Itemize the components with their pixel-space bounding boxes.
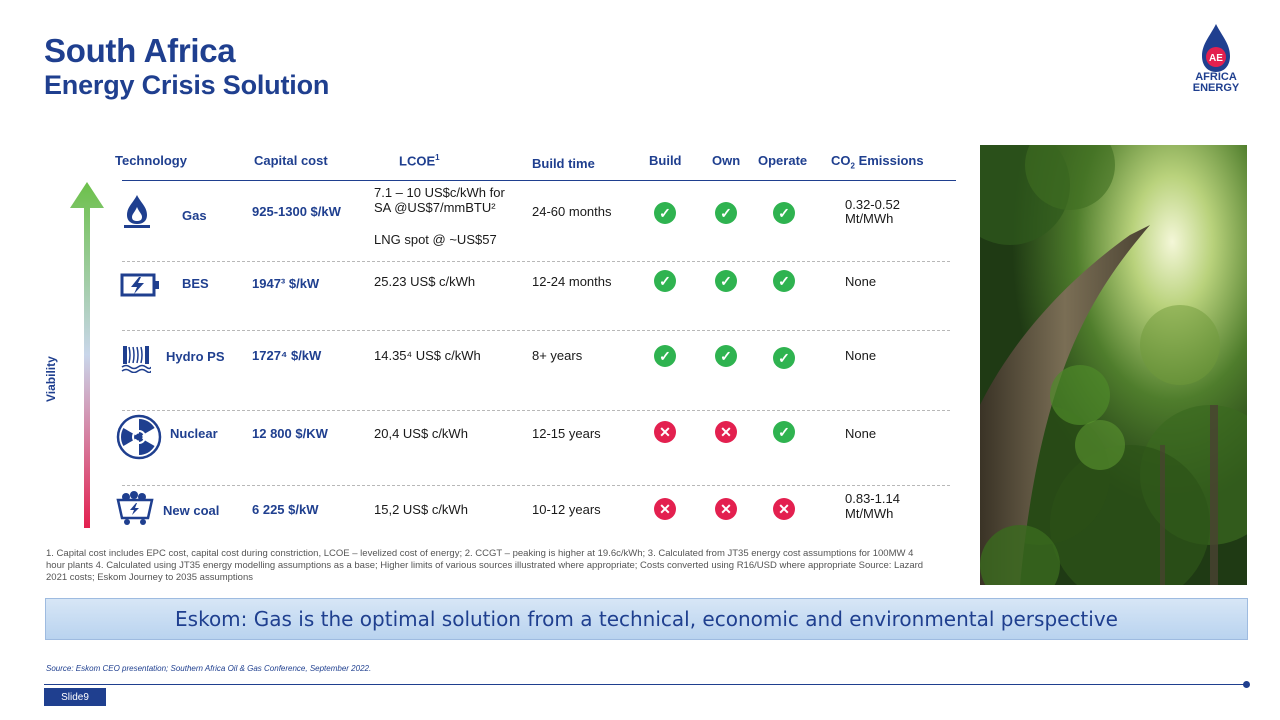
capital-cost: 925-1300 $/kW	[252, 204, 341, 219]
col-header-technology: Technology	[115, 153, 187, 168]
coal-cart-icon	[116, 490, 154, 526]
check-icon: ✓	[773, 421, 795, 443]
slide-number: Slide9	[44, 688, 106, 706]
co2-line-1: 0.32-0.52	[845, 197, 900, 212]
col-header-operate: Operate	[758, 153, 808, 168]
tech-name: BES	[182, 276, 209, 291]
header-divider	[122, 180, 956, 181]
tech-name: Nuclear	[170, 426, 218, 441]
co2-line-2: Mt/MWh	[845, 211, 894, 226]
col-header-build-time: Build time	[532, 156, 595, 171]
check-icon: ✓	[654, 270, 676, 292]
lcoe: 14.35⁴ US$ c/kWh	[374, 348, 481, 363]
row-divider	[122, 485, 950, 486]
co2-line-1: 0.83-1.14	[845, 491, 900, 506]
source-note: Source: Eskom CEO presentation; Southern Africa Oil & Gas Conference, September 2022.	[46, 664, 372, 673]
build-time: 10-12 years	[532, 502, 601, 517]
cross-icon: ✕	[773, 498, 795, 520]
check-icon: ✓	[715, 202, 737, 224]
build-time: 8+ years	[532, 348, 583, 363]
battery-icon	[119, 271, 161, 299]
logo-mark: AE	[1209, 53, 1223, 64]
page-subtitle: Energy Crisis Solution	[44, 70, 330, 100]
forest-photo	[980, 145, 1247, 585]
co2: None	[845, 426, 877, 441]
capital-cost: 1947³ $/kW	[252, 276, 320, 291]
logo-line-2: ENERGY	[1192, 82, 1240, 94]
viability-axis-label: Viability	[44, 356, 58, 402]
logo-line-1: AFRICA	[1195, 71, 1237, 83]
capital-cost: 1727⁴ $/kW	[252, 348, 322, 363]
build-time: 24-60 months	[532, 204, 612, 219]
col-header-lcoe: LCOE$^1$	[399, 153, 440, 169]
tech-name: New coal	[163, 503, 220, 518]
viability-arrow-icon	[70, 182, 104, 530]
check-icon: ✓	[715, 345, 737, 367]
check-icon: ✓	[773, 347, 795, 369]
lcoe: 20,4 US$ c/kWh	[374, 426, 468, 441]
lcoe-line-2: SA @US$7/mmBTU²	[374, 200, 496, 215]
hydro-dam-icon	[121, 343, 151, 373]
cross-icon: ✕	[654, 421, 676, 443]
check-icon: ✓	[773, 202, 795, 224]
lcoe-line-3: LNG spot @ ~US$57	[374, 232, 497, 247]
page-title: South Africa	[44, 32, 236, 69]
radiation-icon	[116, 414, 162, 460]
row-divider	[122, 330, 950, 331]
co2: None	[845, 348, 877, 363]
cross-icon: ✕	[715, 498, 737, 520]
col-header-build: Build	[649, 153, 682, 168]
key-message-banner: Eskom: Gas is the optimal solution from a technical, economic and environmental perspective	[45, 598, 1248, 640]
build-time: 12-24 months	[532, 274, 612, 289]
lcoe: 15,2 US$ c/kWh	[374, 502, 468, 517]
row-divider	[122, 410, 950, 411]
cross-icon: ✕	[654, 498, 676, 520]
check-icon: ✓	[654, 345, 676, 367]
check-icon: ✓	[654, 202, 676, 224]
footnote: 1. Capital cost includes EPC cost, capital cost during constriction, LCOE – levelized cost of energy; 2. CCGT – peaking is higher at 19.6c/kWh; 3. Calculated from JT35 energy cost assumptions for 100MW 4 hour plants 4. Calculated using JT35 energy modelling assumptions as a base; Higher limits of various sources illustrated where appropriate; Costs converted using R16/USD where appropriate Source: Lazard 2021 costs; Eskom Journey to 2035 assumptions	[46, 548, 924, 583]
lcoe: 25.23 US$ c/kWh	[374, 274, 476, 289]
co2: None	[845, 274, 877, 289]
tech-name: Hydro PS	[166, 349, 225, 364]
logo-text	[1180, 72, 1252, 94]
capital-cost: 12 800 $/KW	[252, 426, 328, 441]
col-header-own: Own	[712, 153, 741, 168]
co2-line-2: Mt/MWh	[845, 506, 894, 521]
col-header-capital-cost: Capital cost	[254, 153, 328, 168]
cross-icon: ✕	[715, 421, 737, 443]
lcoe-line-1: 7.1 – 10 US$c/kWh for	[374, 185, 505, 200]
tech-name: Gas	[182, 208, 207, 223]
build-time: 12-15 years	[532, 426, 601, 441]
flame-icon	[121, 193, 153, 229]
col-header-co2: $CO_2$ Emissions	[831, 153, 924, 171]
check-icon: ✓	[773, 270, 795, 292]
capital-cost: 6 225 $/kW	[252, 502, 319, 517]
footer-dot	[1243, 681, 1250, 688]
check-icon: ✓	[715, 270, 737, 292]
footer-divider	[44, 684, 1247, 685]
row-divider	[122, 261, 950, 262]
